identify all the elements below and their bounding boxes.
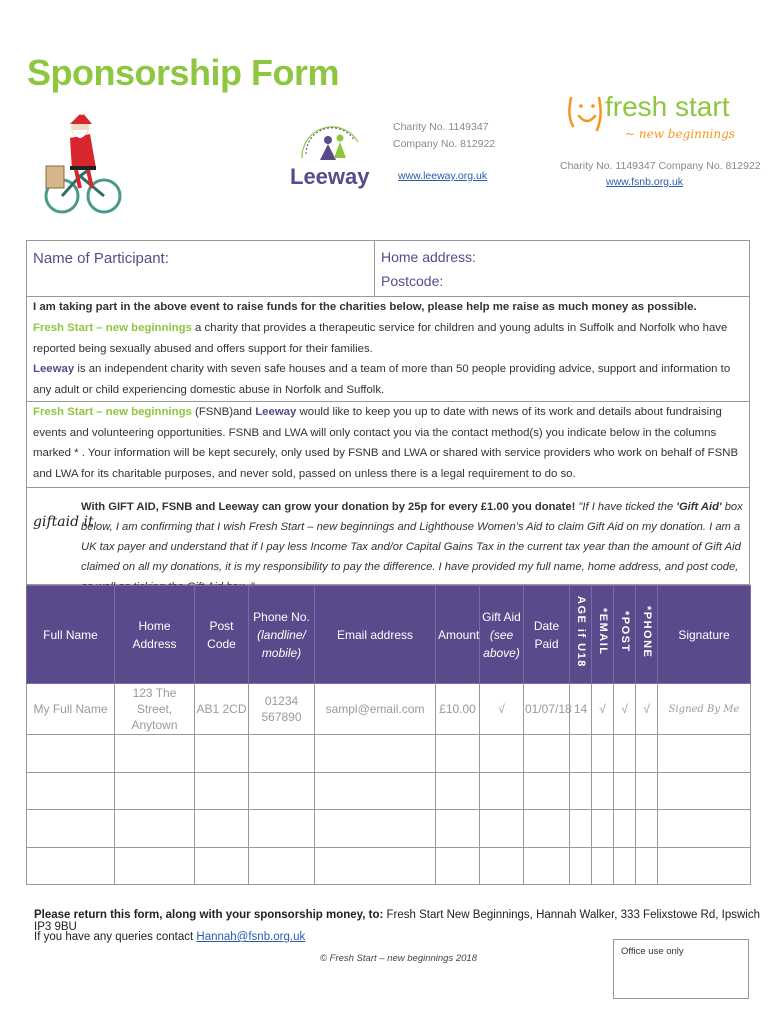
gift-aid-headline: With GIFT AID, FSNB and Leeway can grow your donation by 25p for every £1.00 you donate!	[81, 501, 576, 513]
cell-email[interactable]	[315, 847, 436, 885]
divider	[27, 487, 749, 488]
cell-post-code[interactable]	[195, 847, 249, 885]
office-use-label: Office use only	[621, 946, 684, 957]
fresh-start-desc-text: a charity that provides a therapeutic service for children and young adults in Suffolk and Norfolk who have reported being sexually abused and offers support for their families.	[33, 322, 728, 355]
cell-full-name[interactable]	[27, 810, 115, 848]
leeway-desc-text: is an independent charity with seven safe houses and a team of more than 50 people providing advice, support and information to any adult or child experiencing domestic abuse in Norfolk and Suffolk.	[33, 363, 731, 396]
cell-home-address[interactable]	[115, 772, 195, 810]
return-instructions-bold: Please return this form, along with your sponsorship money, to:	[34, 909, 384, 921]
leeway-name: Leeway	[33, 363, 75, 375]
cell-email-opt[interactable]	[592, 847, 614, 885]
cell-post-opt[interactable]	[614, 810, 636, 848]
contact-leeway-name: Leeway	[255, 406, 297, 418]
example-email-opt: √	[592, 684, 614, 735]
table-header-row	[27, 586, 751, 684]
cell-email-opt[interactable]	[592, 735, 614, 773]
cell-post-code[interactable]	[195, 772, 249, 810]
col-date-paid: Date Paid	[524, 586, 570, 684]
col-phone-title: Phone No.	[253, 609, 310, 624]
cell-full-name[interactable]	[27, 772, 115, 810]
example-gift-aid: √	[480, 684, 524, 735]
example-post-code: AB1 2CD	[195, 684, 249, 735]
cell-post-opt[interactable]	[614, 735, 636, 773]
table-row	[27, 847, 751, 885]
col-gift-aid-sub: (see above)	[483, 627, 520, 660]
leeway-charity-no: Charity No. 1149347	[393, 121, 489, 133]
cell-email[interactable]	[315, 772, 436, 810]
gift-aid-logo: giftaid it	[33, 514, 94, 530]
queries-text: If you have any queries contact	[34, 931, 197, 943]
cell-phone[interactable]	[249, 810, 315, 848]
contact-fs-name: Fresh Start – new beginnings	[33, 406, 192, 418]
example-home-address: 123 The Street, Anytown	[115, 684, 195, 735]
cell-full-name[interactable]	[27, 847, 115, 885]
cell-gift-aid[interactable]	[480, 847, 524, 885]
contact-desc-text: would like to keep you up to date with news of its work and details about fundraising events and volunteering opportunities. FSNB and LWA will only contact you via the contact method(s) you indicate below in the columns marked * . Your information will be kept securely, only used by FSNB and LWA or shared with service providers who work on behalf of FSNB and LWA for its charitable purposes, and never sold, passed on unless there is a legal requirement to do so.	[33, 406, 739, 480]
cell-post-opt[interactable]	[614, 772, 636, 810]
example-date-paid: 01/07/18	[524, 684, 570, 735]
col-email-opt-label: *EMAIL	[597, 608, 609, 656]
cell-post-code[interactable]	[195, 735, 249, 773]
fresh-start-logo	[565, 86, 735, 150]
cell-age[interactable]	[570, 810, 592, 848]
page-title: Sponsorship Form	[27, 52, 340, 93]
cell-email[interactable]	[315, 735, 436, 773]
col-gift-aid-title: Gift Aid	[482, 609, 521, 624]
example-signature-text: Signed By Me	[668, 704, 740, 715]
example-full-name: My Full Name	[27, 684, 115, 735]
cell-full-name[interactable]	[27, 735, 115, 773]
col-phone-opt-label: *PHONE	[641, 605, 653, 659]
cell-gift-aid[interactable]	[480, 772, 524, 810]
col-post-code: Post Code	[195, 586, 249, 684]
col-phone-sub: (landline/ mobile)	[257, 627, 306, 660]
participant-name-field[interactable]: Name of Participant:	[33, 250, 169, 267]
col-phone-opt	[636, 586, 658, 684]
fresh-start-logo-text: fresh start	[605, 91, 730, 122]
leeway-registration	[393, 119, 495, 153]
home-address-field[interactable]: Home address:	[381, 249, 476, 265]
participant-details-row	[27, 241, 749, 297]
col-age	[570, 586, 592, 684]
col-phone	[249, 586, 315, 684]
col-age-label: AGE if U18	[575, 596, 587, 668]
fresh-start-website-link[interactable]: www.fsnb.org.uk	[606, 176, 684, 188]
cell-date-paid[interactable]	[524, 847, 570, 885]
col-post-opt-label: *POST	[619, 611, 631, 653]
col-full-name: Full Name	[27, 586, 115, 684]
col-post-opt	[614, 586, 636, 684]
sponsorship-table	[26, 585, 751, 885]
cell-phone-opt[interactable]	[636, 772, 658, 810]
cell-phone[interactable]	[249, 847, 315, 885]
example-row	[27, 684, 751, 735]
cell-phone-opt[interactable]	[636, 847, 658, 885]
cell-phone-opt[interactable]	[636, 810, 658, 848]
leeway-logo	[288, 114, 372, 190]
example-phone-opt: √	[636, 684, 658, 735]
santa-cyclist-illustration	[42, 108, 122, 218]
example-email: sampl@email.com	[315, 684, 436, 735]
office-use-box	[613, 939, 749, 999]
fresh-start-logo-subtext: ~ new beginnings	[625, 127, 735, 141]
col-home-address: Home Address	[115, 586, 195, 684]
return-instructions	[34, 909, 770, 933]
cell-date-paid[interactable]	[524, 810, 570, 848]
fresh-start-description	[33, 318, 747, 359]
cell-home-address[interactable]	[115, 735, 195, 773]
example-phone: 01234 567890	[249, 684, 315, 735]
cell-phone-opt[interactable]	[636, 735, 658, 773]
example-age: 14	[570, 684, 592, 735]
queries-contact	[34, 931, 305, 943]
cell-post-opt[interactable]	[614, 847, 636, 885]
cell-phone[interactable]	[249, 735, 315, 773]
leeway-logo-text: Leeway	[290, 164, 370, 189]
cell-amount[interactable]	[436, 847, 480, 885]
col-email: Email address	[315, 586, 436, 684]
cell-email-opt[interactable]	[592, 772, 614, 810]
cell-email[interactable]	[315, 810, 436, 848]
gift-aid-declaration	[33, 497, 749, 597]
col-email-opt	[592, 586, 614, 684]
cell-age[interactable]	[570, 772, 592, 810]
gift-aid-term: 'Gift Aid'	[676, 501, 722, 513]
cell-age[interactable]	[570, 847, 592, 885]
cell-email-opt[interactable]	[592, 810, 614, 848]
postcode-field[interactable]: Postcode:	[381, 273, 444, 289]
intro-text: I am taking part in the above event to raise funds for the charities below, please help me raise as much money as possible.	[33, 301, 697, 313]
cell-age[interactable]	[570, 735, 592, 773]
cell-amount[interactable]	[436, 772, 480, 810]
cell-signature[interactable]	[658, 847, 751, 885]
cell-amount[interactable]	[436, 735, 480, 773]
cell-home-address[interactable]	[115, 847, 195, 885]
fresh-start-name: Fresh Start – new beginnings	[33, 322, 192, 334]
example-signature	[658, 684, 751, 735]
cell-amount[interactable]	[436, 810, 480, 848]
queries-email-link[interactable]: Hannah@fsnb.org.uk	[196, 931, 306, 943]
contact-mid-text: (FSNB)and	[191, 406, 256, 418]
cell-gift-aid[interactable]	[480, 735, 524, 773]
col-signature: Signature	[658, 586, 751, 684]
fresh-start-registration: Charity No. 1149347 Company No. 812922	[560, 160, 761, 172]
leeway-company-no: Company No. 812922	[393, 138, 496, 150]
cell-phone[interactable]	[249, 772, 315, 810]
gift-aid-quote-open: "If I have ticked the	[575, 501, 677, 513]
leeway-description	[33, 359, 747, 400]
divider	[374, 241, 375, 297]
leeway-website-link[interactable]: www.leeway.org.uk	[398, 170, 488, 182]
cell-gift-aid[interactable]	[480, 810, 524, 848]
table-row	[27, 772, 751, 810]
col-amount: Amount	[436, 586, 480, 684]
cell-signature[interactable]	[658, 810, 751, 848]
cell-date-paid[interactable]	[524, 735, 570, 773]
cell-signature[interactable]	[658, 772, 751, 810]
cell-post-code[interactable]	[195, 810, 249, 848]
example-amount: £10.00	[436, 684, 480, 735]
cell-signature[interactable]	[658, 735, 751, 773]
table-row	[27, 735, 751, 773]
return-address: Fresh Start New Beginnings, Hannah Walker, 333 Felixstowe Rd, Ipswich IP3 9BU	[34, 909, 760, 933]
example-post-opt: √	[614, 684, 636, 735]
col-gift-aid	[480, 586, 524, 684]
participant-form	[26, 240, 750, 585]
gift-aid-quote-rest: box below, I am confirming that I wish Fresh Start – new beginnings and Lighthouse Women's Aid to claim Gift Aid on my donation. I am a UK tax payer and understand that if I pay less Income Tax and/or Capital Gains Tax in the current tax year than the amount of Gift Aid claimed on all my donations, it is my responsibility to pay the difference. I have provided my full name, home address, and post code,	[81, 501, 743, 573]
table-row	[27, 810, 751, 848]
copyright-notice: © Fresh Start – new beginnings 2018	[320, 953, 477, 964]
cell-date-paid[interactable]	[524, 772, 570, 810]
cell-home-address[interactable]	[115, 810, 195, 848]
contact-consent-text	[33, 402, 747, 484]
